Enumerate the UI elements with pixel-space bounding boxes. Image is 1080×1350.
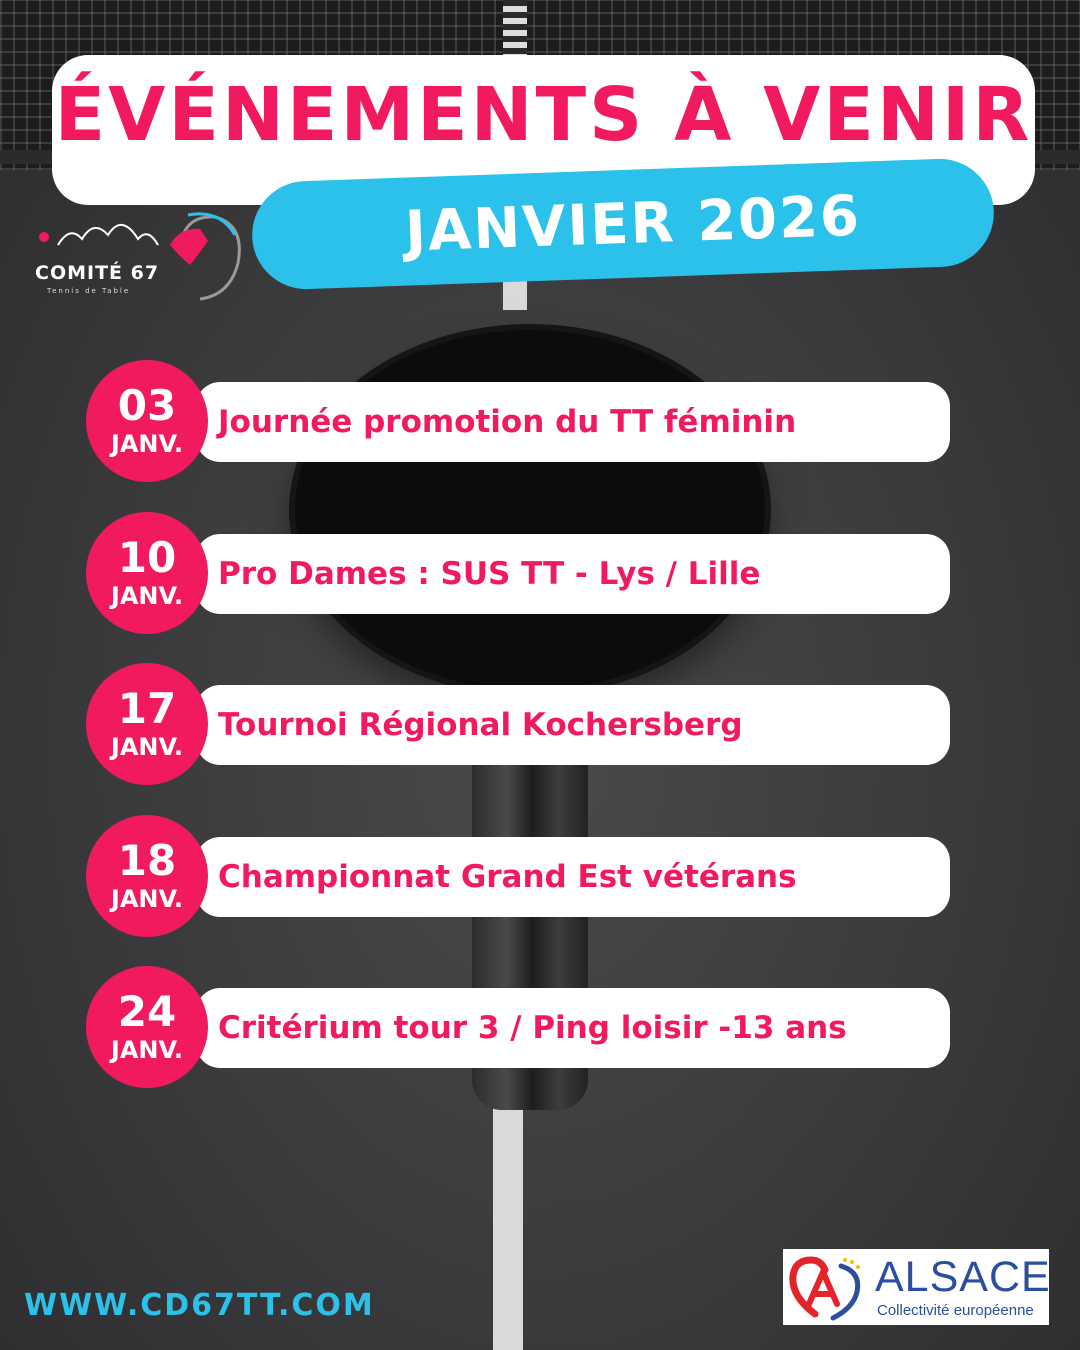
partner-subtitle: Collectivité européenne xyxy=(877,1302,1034,1319)
event-item xyxy=(86,512,956,662)
event-title: Critérium tour 3 / Ping loisir -13 ans xyxy=(218,1010,847,1046)
event-item xyxy=(86,966,956,1116)
date-badge xyxy=(86,815,208,937)
event-item xyxy=(86,360,956,510)
month-label: JANVIER 2026 xyxy=(404,183,862,265)
alsace-heart-icon xyxy=(785,1252,875,1322)
date-badge xyxy=(86,663,208,785)
event-title: Pro Dames : SUS TT - Lys / Lille xyxy=(218,556,761,592)
event-bar xyxy=(196,534,950,614)
partner-logo xyxy=(783,1249,1049,1325)
event-month: JANV. xyxy=(110,430,184,458)
event-bar xyxy=(196,837,950,917)
event-month: JANV. xyxy=(110,733,184,761)
event-item xyxy=(86,815,956,965)
table-tennis-player-icon xyxy=(30,205,250,315)
event-bar xyxy=(196,382,950,462)
event-day: 17 xyxy=(117,684,177,733)
event-item xyxy=(86,663,956,813)
event-title: Championnat Grand Est vétérans xyxy=(218,859,797,895)
event-day: 03 xyxy=(117,381,177,430)
event-title: Journée promotion du TT féminin xyxy=(218,404,797,440)
event-month: JANV. xyxy=(110,582,184,610)
event-day: 10 xyxy=(117,533,177,582)
event-month: JANV. xyxy=(110,1036,184,1064)
event-day: 24 xyxy=(117,987,177,1036)
website-link[interactable]: WWW.CD67TT.COM xyxy=(24,1288,375,1323)
date-badge xyxy=(86,360,208,482)
net-post xyxy=(503,0,527,60)
event-title: Tournoi Régional Kochersberg xyxy=(218,707,743,743)
event-month: JANV. xyxy=(110,885,184,913)
page-title: ÉVÉNEMENTS À VENIR xyxy=(54,72,1033,158)
event-bar xyxy=(196,685,950,765)
event-day: 18 xyxy=(117,836,177,885)
logo-name: COMITÉ 67 xyxy=(35,262,160,284)
partner-name: ALSACE xyxy=(875,1253,1051,1301)
date-badge xyxy=(86,966,208,1088)
date-badge xyxy=(86,512,208,634)
event-bar xyxy=(196,988,950,1068)
logo-subtitle: Tennis de Table xyxy=(47,287,131,295)
